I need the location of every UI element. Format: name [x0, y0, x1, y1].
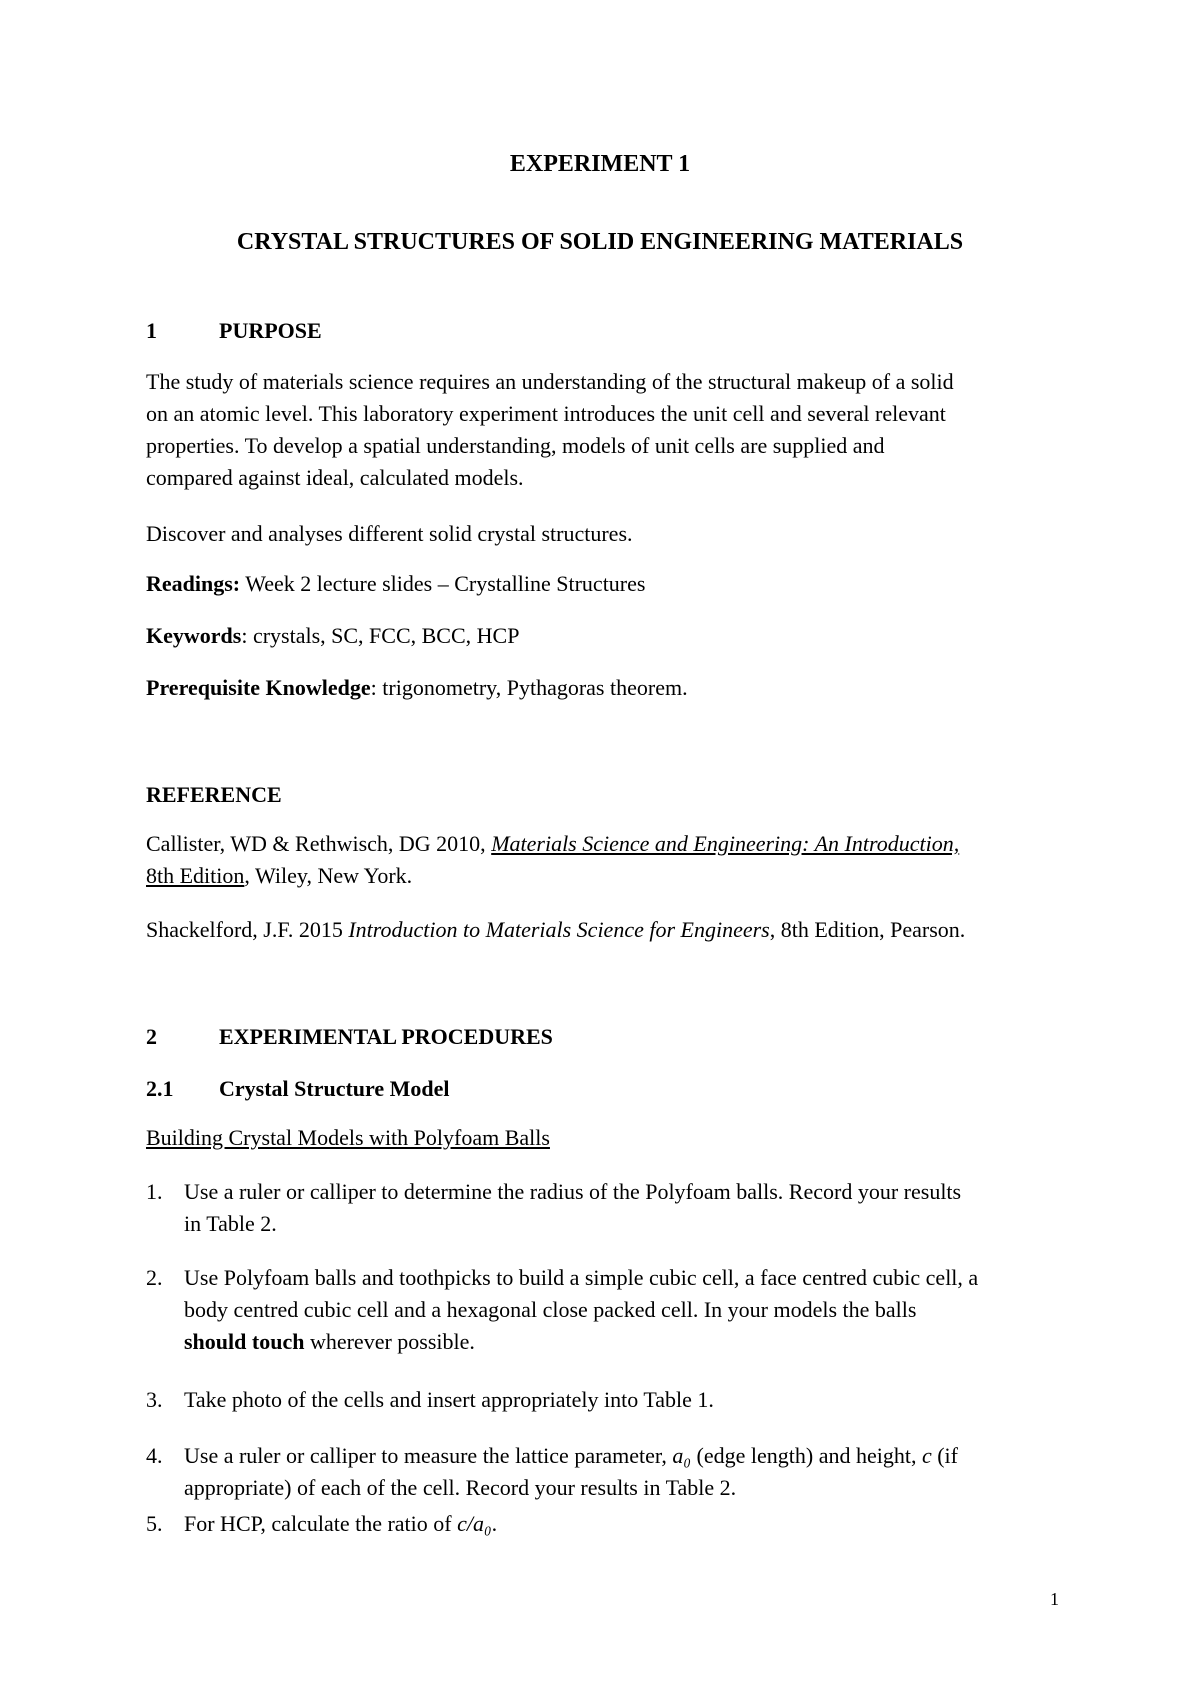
- page-number: 1: [1050, 1589, 1059, 1609]
- keywords-line: [146, 620, 1046, 652]
- readings-value: Week 2 lecture slides – Crystalline Structures: [240, 571, 646, 596]
- subsection-number: 2.1: [146, 1076, 174, 1101]
- list-item-number: 4.: [146, 1443, 163, 1468]
- ref1-title: Materials Science and Engineering: An Introduction,: [491, 831, 960, 856]
- list-item-number: 5.: [146, 1511, 163, 1536]
- variable-ratio: c/a₀: [457, 1511, 492, 1536]
- purpose-paragraph: [146, 366, 1046, 494]
- experiment-title: EXPERIMENT 1: [509, 151, 691, 177]
- purpose-line: properties. To develop a spatial understanding, models of unit cells are supplied and: [146, 433, 885, 458]
- list-item-text: .: [491, 1511, 498, 1536]
- emphasis-text: should touch: [184, 1329, 305, 1354]
- readings-label: Readings:: [146, 571, 241, 596]
- main-title: CRYSTAL STRUCTURES OF SOLID ENGINEERING MATERIALS: [236, 229, 964, 255]
- list-item-line: Use a ruler or calliper to determine the radius of the Polyfoam balls. Record your results: [184, 1179, 962, 1204]
- list-item-line: in Table 2.: [184, 1211, 277, 1236]
- prereq-value: : trigonometry, Pythagoras theorem.: [370, 675, 688, 700]
- list-item-line: appropriate) of each of the cell. Record your results in Table 2.: [184, 1475, 737, 1500]
- list-item-line: Use Polyfoam balls and toothpicks to build a simple cubic cell, a face centred cubic cell, a: [184, 1265, 979, 1290]
- list-item-line: Take photo of the cells and insert appropriately into Table 1.: [184, 1387, 714, 1412]
- keywords-label: Keywords: [146, 623, 242, 648]
- list-item: [184, 1440, 1064, 1504]
- list-item-text: (edge length) and height,: [691, 1443, 922, 1468]
- list-item-text: For HCP, calculate the ratio of: [184, 1511, 458, 1536]
- list-item-number: 2.: [146, 1265, 163, 1290]
- section-2-number: 2: [146, 1024, 157, 1049]
- procedure-subtitle: [146, 1122, 1046, 1154]
- list-item-text: (if: [931, 1443, 958, 1468]
- reference-2: [146, 914, 1046, 946]
- section-1-number: 1: [146, 318, 157, 343]
- list-item-text: Use a ruler or calliper to measure the lattice parameter,: [184, 1443, 673, 1468]
- ref1-suffix: , Wiley, New York.: [244, 863, 413, 888]
- list-item: [184, 1384, 1064, 1416]
- variable-a0: a₀: [672, 1443, 692, 1468]
- ref2-suffix: , 8th Edition, Pearson.: [769, 917, 966, 942]
- variable-c: c: [921, 1443, 932, 1468]
- list-item-line: wherever possible.: [304, 1329, 475, 1354]
- list-item: [184, 1176, 1064, 1240]
- discover-text: Discover and analyses different solid crystal structures.: [146, 521, 633, 546]
- ref1-prefix: Callister, WD & Rethwisch, DG 2010,: [146, 831, 492, 856]
- purpose-line: on an atomic level. This laboratory experiment introduces the unit cell and several relevant: [146, 401, 946, 426]
- subtitle-text: Building Crystal Models with Polyfoam Balls: [146, 1125, 550, 1150]
- list-item-number: 3.: [146, 1387, 163, 1412]
- list-item-number: 1.: [146, 1179, 163, 1204]
- section-1-heading: PURPOSE: [219, 318, 322, 343]
- list-item: [184, 1508, 1064, 1540]
- purpose-line: The study of materials science requires an understanding of the structural makeup of a solid: [146, 369, 954, 394]
- subsection-heading: Crystal Structure Model: [219, 1076, 450, 1101]
- purpose-line: compared against ideal, calculated models.: [146, 465, 524, 490]
- list-item: [184, 1262, 1064, 1358]
- keywords-value: : crystals, SC, FCC, BCC, HCP: [241, 623, 520, 648]
- ref1-edition: 8th Edition: [146, 863, 245, 888]
- reference-1: [146, 828, 1046, 892]
- section-2-heading: EXPERIMENTAL PROCEDURES: [219, 1024, 553, 1049]
- list-item-line: body centred cubic cell and a hexagonal close packed cell. In your models the balls: [184, 1297, 917, 1322]
- prereq-line: [146, 672, 1046, 704]
- discover-line: [146, 518, 1046, 550]
- ref2-prefix: Shackelford, J.F. 2015: [146, 917, 349, 942]
- prereq-label: Prerequisite Knowledge: [146, 675, 371, 700]
- ref2-title: Introduction to Materials Science for Engineers: [348, 917, 770, 942]
- reference-heading: REFERENCE: [146, 782, 282, 807]
- readings-line: [146, 568, 1046, 600]
